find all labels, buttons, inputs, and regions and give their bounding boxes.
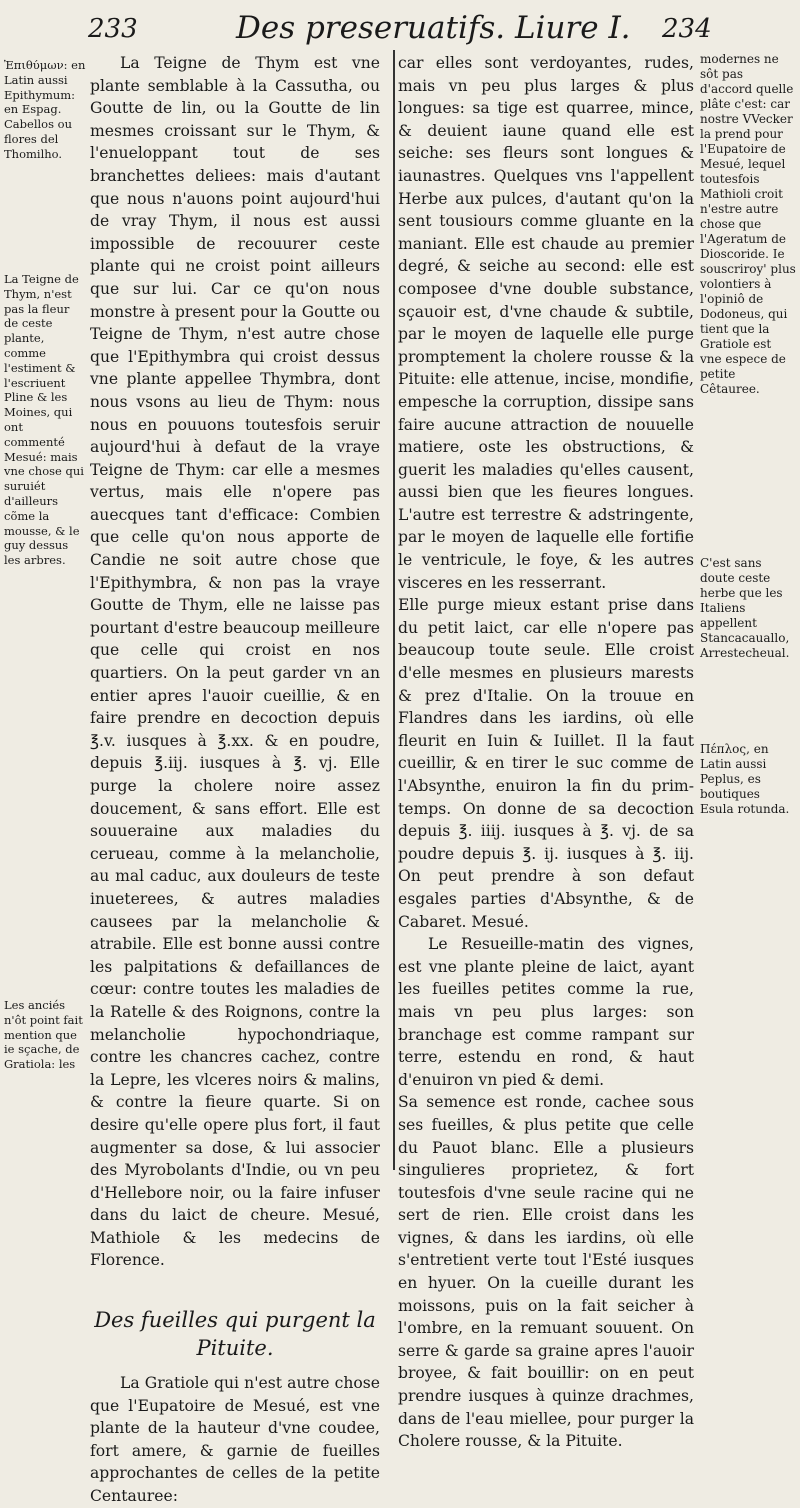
margin-note-greek-name: Ἐπιθύμων: en Latin aussi Epithymum: en Espag. Cabellos ou flores del Thomilho. [4,58,86,161]
paragraph: La Teigne de Thym est vne plante semblable à la Cassutha, ou Goutte de lin, ou la Goutte de lin mesmes croissant sur le Thym, & l'enueloppant tout de ses branchettes deliees: mais d'autant que nous n'auons point aujourd'hui de vray Thym, il nous est aussi impossible de recouurer ceste plante qui ne croist point ailleurs que sur lui. Car ce qu'on nous monstre à present pour la Goutte ou Teigne de Thym, n'est autre chose que l'Epithymbra qui croist dessus vne plante appellee Thymbra, dont nous vsons au lieu de Thym: nous nous en pouuons toutesfois seruir aujourd'hui à defaut de la vraye Teigne de Thym: car elle a mesmes vertus, mais elle n'opere pas auecques tant d'efficace: Combien que celle qu'on nous apporte de Candie ne soit autre chose que l'Epithymbra, & non pas la vraye Goutte de Thym, elle ne laisse pas pourtant d'estre beaucoup meilleure que celle qui croist en nos quartiers. On la peut garder vn an entier apres l'auoir cueillie, & en faire prendre en decoction depuis ℥.v. iusques à ℥.xx. & en poudre, depuis ℥.iij. iusques à ℥. vj. Elle purge la cholere noire assez doucement, & sans effort. Elle est souueraine aux maladies du cerueau, comme à la melancholie, au mal caduc, aux douleurs de teste inueterees, & autres maladies causees par la melancholie & atrabile. Elle est bonne aussi contre les palpitations & defaillances de cœur: contre toutes les maladies de la Ratelle & des Roignons, contre la melancholie hypochondriaque, contre les chancres cachez, contre la Lepre, les vlceres noirs & malins, & contre la fieure quarte. Si on desire qu'elle opere plus fort, il faut augmenter sa dose, & lui associer des Myrobolants d'Indie, ou vn peu d'Hellebore noir, ou la faire infuser dans du laict de cheure. Mesué, Mathiole & les medecins de Florence. [90,54,380,1270]
margin-note-stancacauallo: C'est sans doute ceste herbe que les Italiens appellent Stancacauallo, Arrestecheual. [700,556,790,660]
page-number-left: 233 [88,14,138,44]
paragraph: car elles sont verdoyantes, rudes, mais vn peu plus larges & plus longues: sa tige est quarree, mince, & deuient iaune quand elle est seiche: ses fleurs sont longues & iaunastres. Quelques vns l'appellent Herbe aux pulces, d'autant qu'on la sent tousiours comme gluante en la maniant. Elle est chaude au premier degré, & seiche au second: elle est composee d'vne double substance, sçauoir est, d'vne chaude & subtile, par le moyen de laquelle elle purge promptement la cholere rousse & la Pituite: elle attenue, incise, mondifie, empesche la corruption, dissipe sans faire aucune attraction de nouuelle matiere, oste les obstructions, & guerit les maladies qu'elles causent, aussi bien que les fieures longues. L'autre est terrestre & adstringente, par le moyen de laquelle elle fortifie le ventricule, le foye, & les autres visceres en les resserrant. [398,54,694,592]
page-number-right: 234 [662,14,712,44]
column-divider [393,50,395,1170]
margin-note-teigne: La Teigne de Thym, n'est pas la fleur de ceste plante, comme l'estiment & l'escriuent Pline & les Moines, qui ont commenté Mesué: mais vne chose qui suruiét d'ailleurs cõme la mousse, & le guy dessus les arbres. [4,272,84,568]
left-column [90,52,380,1508]
paragraph: Le Resueille-matin des vignes, est vne plante pleine de laict, ayant les fueilles petites comme la rue, mais vn peu plus larges: son branchage est comme rampant sur terre, estendu en rond, & haut d'enuiron vn pied & demi. [398,935,694,1089]
page-header [0,6,800,50]
right-column [398,52,694,1453]
paragraph: Elle purge mieux estant prise dans du petit laict, car elle n'opere pas beaucoup toute seule. Elle croist d'elle mesmes en plusieurs marests & prez d'Italie. On la trouue en Flandres dans les iardins, où elle fleurit en Iuin & Iuillet. Il la faut cueillir, & en tirer le suc comme de l'Absynthe, enuiron la fin du prim-temps. On donne de sa decoction depuis ℥. iiij. iusques à ℥. vj. de sa poudre depuis ℥. ij. iusques à ℥. iij. On peut prendre à son defaut esgales parties d'Absynthe, & de Cabaret. Mesué. [398,596,694,931]
paragraph: Sa semence est ronde, cachee sous ses fueilles, & plus petite que celle du Pauot blanc. Elle a plusieurs singulieres proprietez, & fort toutesfois d'vne seule racine qui ne sert de rien. Elle croist dans les vignes, & dans les iardins, où elle s'entretient verte tout l'Esté iusques en hyuer. On la cueille durant les moissons, puis on la fait seicher à l'ombre, en la remuant souuent. On serre & garde sa graine apres l'auoir broyee, & fait bouillir: on en peut prendre iusques à quinze drachmes, dans de l'eau miellee, pour purger la Cholere rousse, & la Pituite. [398,1093,694,1451]
margin-note-peplus: Πέπλος, en Latin aussi Peplus, es boutiques Esula rotunda. [700,742,790,816]
paragraph: La Gratiole qui n'est autre chose que l'Eupatoire de Mesué, est vne plante de la hauteur d'vne coudee, fort amere, & garnie de fueilles approchantes de celles de la petite Centauree: [90,1374,380,1506]
running-title: Des preseruatifs. Liure I. [236,10,631,46]
margin-note-gratiole: modernes ne sôt pas d'accord quelle plâte c'est: car nostre VVecker la prend pour l'Eupatoire de Mesué, lequel toutesfois Mathioli croit n'estre autre chose que l'Ageratum de Dioscoride. Ie souscriroy' plus volontiers à l'opiniô de Dodoneus, qui tient que la Gratiole est vne espece de petite Cêtauree. [700,52,796,396]
section-heading: Des fueilles qui purgent la Pituite. [94,1308,376,1361]
margin-note-gratiola: Les anciés n'ôt point fait mention que ie sçache, de Gratiola: les [4,998,83,1072]
